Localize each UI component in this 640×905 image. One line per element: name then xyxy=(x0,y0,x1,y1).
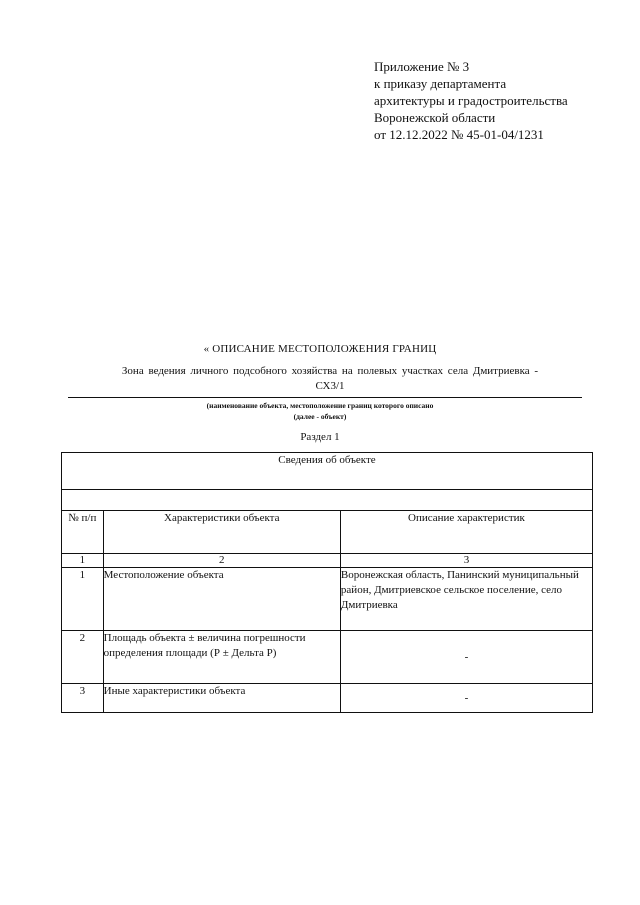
column-number: 3 xyxy=(340,554,592,568)
table-row xyxy=(62,631,593,684)
caption-line: (наименование объекта, местоположение границ которого описано xyxy=(206,401,434,410)
table-title: Сведения об объекте xyxy=(62,453,593,490)
object-name xyxy=(80,364,580,394)
header-characteristics: Характеристики объекта xyxy=(103,511,340,554)
row-num: 2 xyxy=(62,631,104,684)
table-title-row xyxy=(62,453,593,490)
row-num: 3 xyxy=(62,684,104,713)
column-number: 2 xyxy=(103,554,340,568)
row-characteristic: Площадь объекта ± величина погрешности определения площади (Р ± Дельта Р) xyxy=(103,631,340,684)
appendix-line: архитектуры и градостроительства xyxy=(374,93,568,108)
object-info-table xyxy=(61,452,593,713)
appendix-line: Воронежской области xyxy=(374,110,496,125)
row-description: Воронежская область, Панинский муниципальный район, Дмитриевское сельское поселение, село Дмитриевка xyxy=(340,568,592,631)
appendix-line: к приказу департамента xyxy=(374,76,507,91)
row-characteristic: Иные характеристики объекта xyxy=(103,684,340,713)
appendix-line: Приложение № 3 xyxy=(374,59,470,74)
table-row xyxy=(62,684,593,713)
appendix-header xyxy=(374,58,568,143)
object-name-line: Зона ведения личного подсобного хозяйства на полевых участках села Дмитриевка - xyxy=(121,365,539,377)
row-description: - xyxy=(340,631,592,684)
table-empty-row xyxy=(62,490,593,511)
table-row xyxy=(62,568,593,631)
appendix-line: от 12.12.2022 № 45-01-04/1231 xyxy=(374,127,544,142)
header-num: № п/п xyxy=(62,511,104,554)
object-name-underline xyxy=(68,397,582,398)
caption-line: (далее - объект) xyxy=(293,412,347,421)
table-header-row xyxy=(62,511,593,554)
object-caption xyxy=(0,400,640,422)
column-number: 1 xyxy=(62,554,104,568)
object-name-line: СХ3/1 xyxy=(315,380,345,392)
row-characteristic: Местоположение объекта xyxy=(103,568,340,631)
header-description: Описание характеристик xyxy=(340,511,592,554)
column-number-row xyxy=(62,554,593,568)
document-title: « ОПИСАНИЕ МЕСТОПОЛОЖЕНИЯ ГРАНИЦ xyxy=(203,343,437,355)
row-description: - xyxy=(340,684,592,713)
row-num: 1 xyxy=(62,568,104,631)
section-label: Раздел 1 xyxy=(300,431,340,443)
